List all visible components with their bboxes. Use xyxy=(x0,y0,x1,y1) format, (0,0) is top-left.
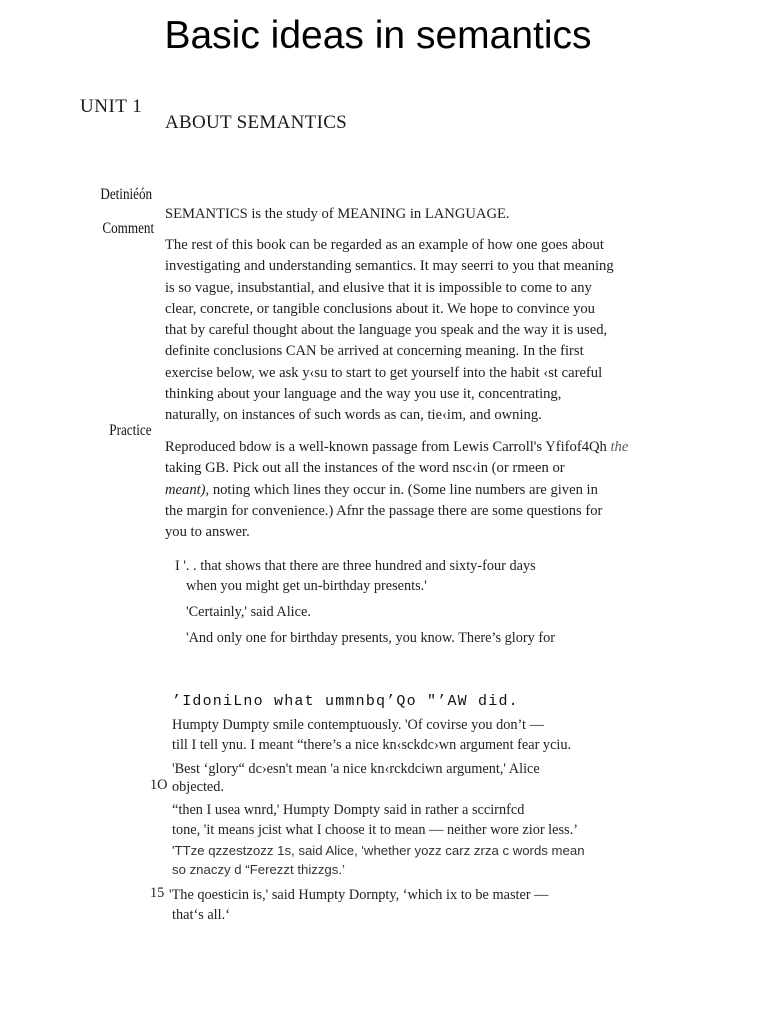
practice-line xyxy=(165,480,685,501)
passage-line: objected. xyxy=(172,779,225,795)
passage-line: ’IdoniLno what ummnbq’Qo "’AW did. xyxy=(172,693,519,710)
passage-line: Humpty Dumpty smile contemptuously. 'Of covirse you don’t — xyxy=(172,717,544,733)
passage-line: 'And only one for birthday presents, you know. There’s glory for xyxy=(186,630,556,646)
passage-line: tone, 'it means jcist what I choose it to mean — neither wore zior less.’ xyxy=(172,822,578,838)
margin-label-definition: Detiniéón xyxy=(100,186,152,203)
practice-text: Reproduced bdow is a well-known passage from Lewis Carroll's Yfifof4Qh xyxy=(165,439,611,455)
passage-line: when you might get un-birthday presents.' xyxy=(186,578,427,594)
comment-line: investigating and understanding semantics. It may seerri to you that meaning xyxy=(165,258,614,275)
practice-text: noting which lines they occur in. (Some line numbers are given in xyxy=(209,481,598,498)
practice-line xyxy=(165,437,685,458)
definition-text: SEMANTICS is the study of MEANING in LANGUAGE. xyxy=(165,206,510,222)
comment-line: The rest of this book can be regarded as an example of how one goes about xyxy=(165,237,604,253)
line-number-15: 15 xyxy=(150,885,165,901)
practice-line: the margin for convenience.) Afnr the passage there are some questions for xyxy=(165,502,603,519)
line-number-10: 1O xyxy=(150,777,168,793)
practice-italic-meant: meant), xyxy=(165,481,210,498)
margin-label-practice: Practice xyxy=(109,422,152,439)
passage-line: 'Best ‘glory“ dc›esn't mean 'a nice kn‹rckdciwn argument,' Alice xyxy=(172,761,540,777)
passage-line: so znaczy d “Ferezzt thizzgs.’ xyxy=(172,862,345,877)
unit-number: UNIT 1 xyxy=(80,96,143,117)
comment-line: thinking about your language and the way you use it, concentrating, xyxy=(165,386,562,403)
passage-line: “then I usea wnrd,' Humpty Dompty said in rather a sccirnfcd xyxy=(172,802,525,818)
practice-paragraph xyxy=(165,437,685,543)
passage-line: I '. . that shows that there are three hundred and sixty-four days xyxy=(175,558,536,574)
passage-line: that‘s all.‘ xyxy=(172,907,230,923)
practice-italic-the: the xyxy=(610,439,629,455)
comment-line: naturally, on instances of such words as can, tie‹im, and owning. xyxy=(165,407,542,424)
passage-line: till I tell ynu. I meant “there’s a nice kn‹sckdc›wn argument fear yciu. xyxy=(172,737,572,753)
passage-line: 'The qoesticin is,' said Humpty Dornpty, ‘which ix to be master — xyxy=(169,887,549,903)
page-title: Basic ideas in semantics xyxy=(164,14,592,57)
comment-paragraph xyxy=(165,235,685,427)
comment-line: is so vague, insubstantial, and elusive that it is impossible to come to any xyxy=(165,279,592,296)
passage-line: 'Certainly,' said Alice. xyxy=(186,604,311,620)
comment-line: exercise below, we ask y‹su to start to get yourself into the habit ‹st careful xyxy=(165,364,603,381)
comment-line: that by careful thought about the language you speak and the way it is used, xyxy=(165,322,608,339)
practice-line: you to answer. xyxy=(165,524,250,541)
unit-title: ABOUT SEMANTICS xyxy=(165,112,348,133)
practice-line: taking GB. Pick out all the instances of the word nsc‹in (or rmeen or xyxy=(165,460,565,477)
comment-line: clear, concrete, or tangible conclusions about it. We hope to convince you xyxy=(165,300,595,317)
comment-line: definite conclusions CAN be arrived at concerning meaning. In the first xyxy=(165,343,584,360)
margin-label-comment: Comment xyxy=(102,220,154,237)
passage-line: 'TTze qzzestzozz 1s, said Alice, 'whether yozz carz zrza c words mean xyxy=(172,843,585,858)
